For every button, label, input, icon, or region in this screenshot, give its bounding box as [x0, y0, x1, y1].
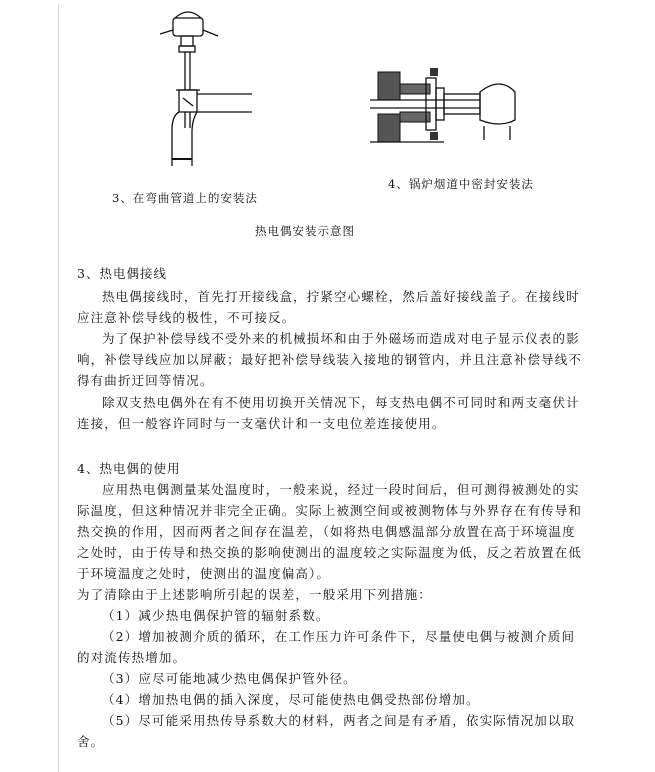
paragraph-usage-1: 应用热电偶测量某处温度时，一般来说，经过一段时间后，但可测得被测处的实际温度，但这种情况并非完全正确。实际上被测空间或被测物体与外界存在有传导和热交换的作用，因而两者之间存在温差，（如将热电偶感温部分放置在高于环境温度之处时，由于传导和热交换的影响使测出的温度较之实际温度为低，反之若放置在低于环境温度之处时，使测出的温度偏高）。: [77, 482, 583, 581]
boiler-flue-installation-diagram: [370, 64, 520, 164]
section-heading-usage: 4、热电偶的使用: [77, 461, 181, 476]
section-heading-wiring: 3、热电偶接线: [77, 266, 167, 281]
figure-caption-boiler-flue: 4、锅炉烟道中密封安装法: [388, 177, 534, 191]
paragraph-usage-2: 为了清除由于上述影响所引起的误差，一般采用下列措施：: [77, 587, 432, 602]
list-item: （3）应尽可能地减少热电偶保护管外径。: [102, 671, 357, 686]
figure-title: 热电偶安装示意图: [255, 224, 355, 238]
paragraph-wiring-3: 除双支热电偶外在有不使用切换开关情况下，每支热电偶不可同时和两支毫伏计连接，但一般容许同时与一支毫伏计和一支电位差连接使用。: [77, 395, 580, 431]
list-item: （1）减少热电偶保护管的辐射系数。: [102, 608, 330, 623]
measures-list: [77, 605, 587, 752]
paragraph-wiring-2: 为了保护补偿导线不受外来的机械损坏和由于外磁场而造成对电子显示仪表的影响，补偿导线应加以屏蔽；最好把补偿导线装入接地的钢管内，并且注意补偿导线不得有曲折迂回等情况。: [77, 331, 583, 388]
figure-caption-bent-pipe: 3、在弯曲管道上的安装法: [112, 191, 258, 205]
list-item: （5）尽可能采用热传导系数大的材料，两者之间是有矛盾，依实际情况加以取舍。: [77, 713, 576, 749]
paragraph-wiring-1: 热电偶接线时，首先打开接线盒，拧紧空心螺栓，然后盖好接线盖子。在接线时应注意补偿导线的极性，不可接反。: [77, 289, 580, 325]
bent-pipe-installation-diagram: [148, 8, 258, 168]
list-item: （2）增加被测介质的循环，在工作压力许可条件下，尽量使电偶与被测介质间的对流传热增加。: [77, 629, 576, 665]
list-item: （4）增加热电偶的插入深度，尽可能使热电偶受热部份增加。: [102, 692, 480, 707]
